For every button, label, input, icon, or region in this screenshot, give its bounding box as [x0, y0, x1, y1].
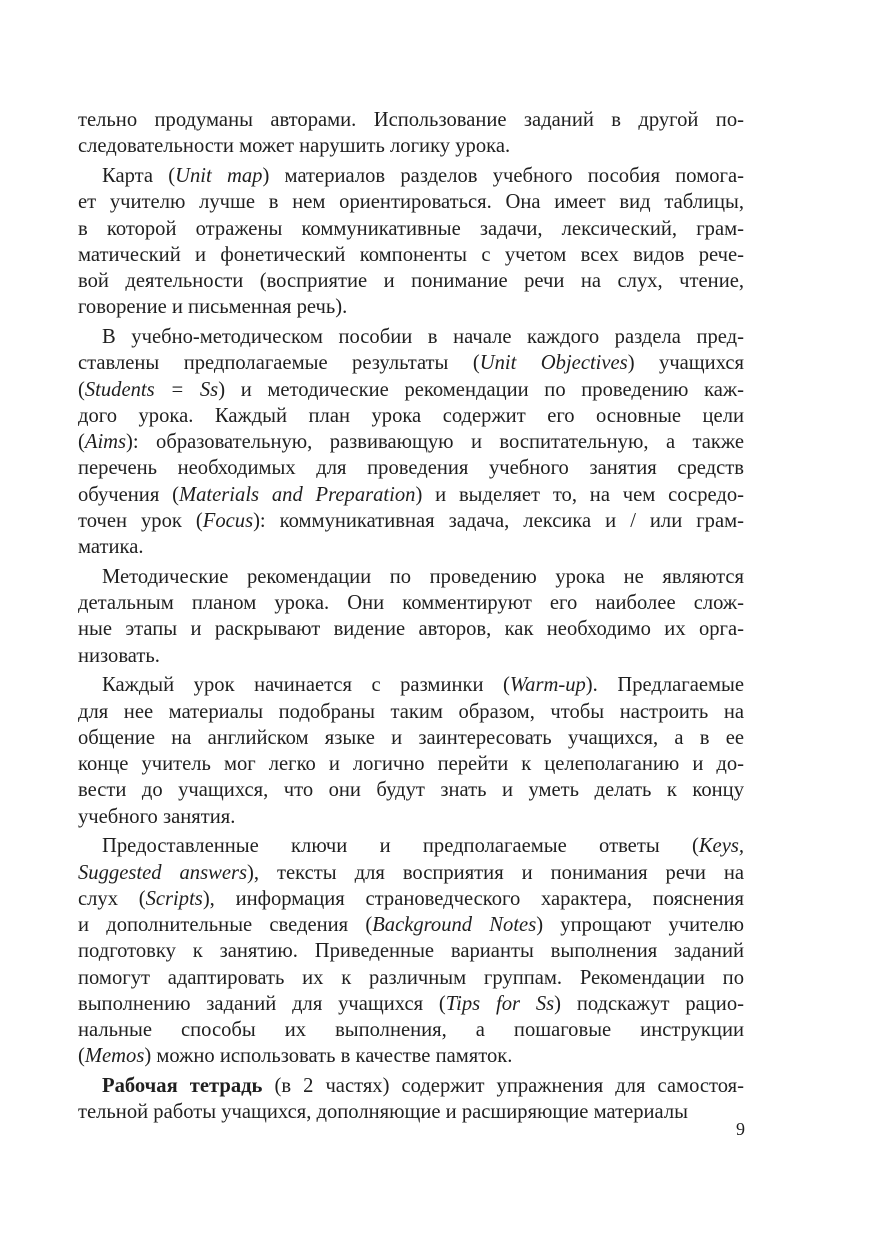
text-line [78, 725, 744, 751]
text-run: ) учащихся [627, 352, 744, 375]
text-line [78, 672, 744, 698]
text-line [78, 938, 744, 964]
text-run: ), тексты для восприятия и понимания речи на [247, 861, 744, 884]
italic-term: Memos [84, 1045, 145, 1068]
text-run: дого урока. Каждый план урока содержит его основные цели [78, 404, 744, 427]
text-run: общение на английском языке и заинтересовать учащихся, а в ее [78, 726, 744, 749]
text-run: матический и фонетический компоненты с учетом всех видов рече- [78, 243, 744, 266]
text-line [78, 294, 744, 320]
text-run: выполнению заданий для учащихся ( [78, 992, 446, 1015]
text-line [78, 643, 744, 669]
text-line [78, 590, 744, 616]
text-run: слух ( [78, 887, 146, 910]
text-run: нальные способы их выполнения, а пошаговые инструкции [78, 1019, 744, 1041]
bold-term: Рабочая тетрадь [102, 1075, 263, 1097]
text-line [78, 163, 744, 189]
text-run: вести до учащихся, что они будут знать и уметь делать к концу [78, 779, 744, 802]
text-run: ) подскажут рацио- [554, 992, 744, 1015]
text-run: ет учителю лучше в нем ориентироваться. Она имеет вид таблицы, [78, 191, 744, 214]
text-line [78, 403, 744, 429]
text-run: учебного занятия. [78, 805, 236, 828]
text-run: ( [78, 1045, 85, 1068]
text-line [78, 534, 744, 560]
text-line [78, 616, 744, 642]
text-line [78, 482, 744, 508]
text-run: ) и методические рекомендации по проведению каж- [218, 378, 744, 401]
paragraph [78, 833, 744, 1069]
text-run: тельно продуманы авторами. Использование заданий в другой по- [78, 109, 744, 131]
text-line [78, 1017, 744, 1043]
paragraph [78, 564, 744, 669]
paragraph [78, 1073, 744, 1126]
text-run: ): образовательную, развивающую и воспитательную, а также [126, 431, 744, 453]
text-run: ставлены предполагаемые результаты ( [78, 352, 480, 375]
text-run: тельной работы учащихся, дополняющие и расширяющие материалы [78, 1101, 688, 1124]
paragraph [78, 324, 744, 560]
text-line [78, 886, 744, 912]
text-line [78, 833, 744, 859]
italic-term: Materials and Preparation [178, 483, 416, 506]
page-number: 9 [736, 1119, 745, 1139]
italic-term: Scripts [145, 887, 203, 910]
text-run: помогут адаптировать их к различным группам. Рекомендации по [78, 966, 744, 989]
text-line [78, 804, 744, 830]
italic-term: Warm-up [509, 674, 586, 697]
italic-term: Unit Objectives [479, 352, 628, 375]
text-line [78, 216, 744, 242]
text-run: ): коммуникативная задача, лексика и / или грам- [253, 509, 744, 532]
italic-term: Suggested answers [78, 861, 248, 884]
italic-term: Aims [84, 431, 127, 453]
text-run: Каждый урок начинается с разминки ( [102, 674, 510, 697]
text-run: ные этапы и раскрывают видение авторов, как необходимо их орга- [78, 618, 744, 641]
text-run: следовательности может нарушить логику урока. [78, 135, 511, 158]
text-line [78, 860, 744, 886]
paragraph [78, 107, 744, 160]
text-run: говорение и письменная речь). [78, 296, 348, 319]
italic-term: Background Notes [372, 914, 537, 936]
text-line [78, 564, 744, 590]
paragraph [78, 672, 744, 830]
italic-term: Keys, [698, 835, 744, 858]
italic-term: Students = Ss [84, 378, 219, 401]
text-line [78, 455, 744, 481]
italic-term: Unit map [175, 165, 263, 187]
text-line [78, 699, 744, 725]
text-line [78, 429, 744, 455]
text-run: для нее материалы подобраны таким образом, чтобы настроить на [78, 700, 744, 723]
text-line [78, 107, 744, 133]
text-run: Карта ( [102, 165, 176, 187]
text-run: В учебно-методическом пособии в начале каждого раздела пред- [102, 326, 744, 348]
text-run: ), информация страноведческого характера, пояснения [202, 887, 744, 910]
text-run: и дополнительные сведения ( [78, 914, 373, 936]
text-line [78, 242, 744, 268]
text-run: ( [78, 378, 85, 401]
text-line [78, 268, 744, 294]
text-run: (в 2 частях) содержит упражнения для самостоя- [262, 1075, 744, 1097]
text-line [78, 1073, 744, 1099]
text-run: вой деятельности (восприятие и понимание речи на слух, чтение, [78, 270, 744, 292]
text-run: в которой отражены коммуникативные задачи, лексический, грам- [78, 217, 744, 240]
text-run: обучения ( [78, 483, 179, 506]
italic-term: Focus [202, 509, 254, 532]
text-run: подготовку к занятию. Приведенные варианты выполнения заданий [78, 940, 744, 963]
text-run: ) материалов разделов учебного пособия помога- [262, 165, 744, 187]
italic-term: Tips for Ss [445, 992, 555, 1015]
text-run: перечень необходимых для проведения учебного занятия средств [78, 457, 744, 480]
text-line [78, 189, 744, 215]
text-line [78, 1043, 744, 1069]
text-run: матика. [78, 536, 144, 558]
text-run: точен урок ( [78, 509, 203, 532]
page-body [78, 107, 744, 1129]
text-run: Предоставленные ключи и предполагаемые ответы ( [102, 835, 699, 858]
text-run: ) упрощают учителю [536, 914, 744, 936]
text-run: Методические рекомендации по проведению урока не являются [102, 565, 744, 588]
paragraph [78, 163, 744, 321]
text-line [78, 350, 744, 376]
text-run: детальным планом урока. Они комментируют его наиболее слож- [78, 592, 744, 614]
text-run: ) и выделяет то, на чем сосредо- [415, 483, 744, 506]
text-line [78, 508, 744, 534]
text-line [78, 965, 744, 991]
text-run: ( [78, 431, 85, 453]
text-line [78, 777, 744, 803]
text-line [78, 751, 744, 777]
text-run: ). Предлагаемые [585, 674, 744, 697]
text-line [78, 991, 744, 1017]
text-line [78, 912, 744, 938]
text-run: ) можно использовать в качестве памяток. [144, 1045, 513, 1068]
text-run: низовать. [78, 644, 160, 667]
text-line [78, 133, 744, 159]
text-line [78, 1099, 744, 1125]
text-line [78, 377, 744, 403]
text-line [78, 324, 744, 350]
text-run: конце учитель мог легко и логично перейти к целеполаганию и до- [78, 753, 744, 775]
